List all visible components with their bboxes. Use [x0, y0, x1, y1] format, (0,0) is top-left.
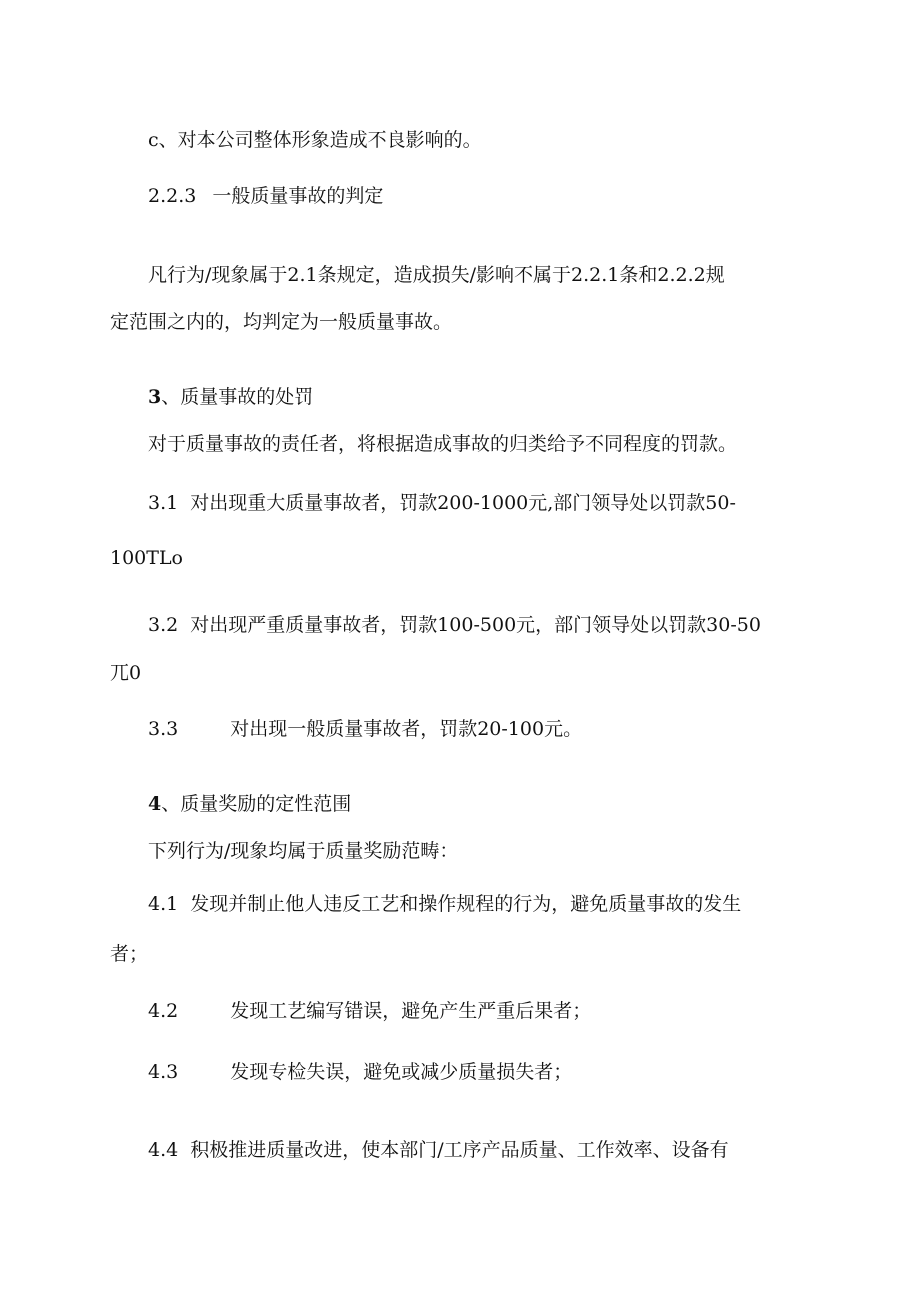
section-title: 、质量奖励的定性范围: [161, 793, 352, 815]
section-4-heading: [148, 792, 351, 816]
section-3-heading: [148, 385, 313, 409]
section-title: 、质量事故的处罚: [161, 386, 314, 408]
clause-number: 4.1: [148, 893, 179, 915]
clause-number: 3.2: [148, 614, 179, 636]
clause-4-1: [148, 892, 741, 916]
clause-c-line: c、对本公司整体形象造成不良影响的。: [148, 129, 482, 151]
heading-text: 一般质量事故的判定: [212, 185, 384, 207]
heading-2-2-3: [148, 184, 383, 208]
clause-number: 4.2: [148, 1000, 179, 1022]
clause-number: 4.3: [148, 1061, 179, 1083]
section-number: 4: [148, 793, 162, 815]
clause-number: 3.3: [148, 718, 179, 740]
clause-number: 3.1: [148, 492, 179, 514]
clause-3-2: [148, 613, 761, 637]
paragraph-line: 兀0: [110, 662, 142, 684]
paragraph-line: 100TLo: [110, 547, 183, 569]
paragraph-line: 凡行为/现象属于2.1条规定，造成损失/影响不属于2.2.1条和2.2.2规: [148, 264, 725, 286]
clause-text: 发现并制止他人违反工艺和操作规程的行为，避免质量事故的发生: [190, 893, 742, 915]
clause-3-3: [148, 717, 582, 741]
clause-text: 发现工艺编写错误，避免产生严重后果者；: [230, 1000, 592, 1022]
clause-text: 发现专检失误，避免或减少质量损失者；: [230, 1061, 573, 1083]
clause-3-1: [148, 491, 736, 515]
clause-text: 对出现一般质量事故者，罚款20-100元。: [230, 718, 583, 740]
paragraph-line: 对于质量事故的责任者，将根据造成事故的归类给予不同程度的罚款。: [148, 433, 738, 455]
clause-text: 对出现重大质量事故者，罚款200-1000元,部门领导处以罚款50-: [190, 492, 736, 514]
paragraph-line: 定范围之内的，均判定为一般质量事故。: [110, 311, 453, 333]
section-number: 3: [148, 386, 162, 408]
clause-4-2: [148, 999, 591, 1023]
paragraph-line: 者；: [110, 943, 149, 965]
clause-4-4: [148, 1138, 729, 1162]
clause-text: 积极推进质量改进，使本部门/工序产品质量、工作效率、设备有: [190, 1139, 729, 1161]
clause-number: 4.4: [148, 1139, 179, 1161]
heading-number: 2.2.3: [148, 185, 197, 207]
paragraph-line: 下列行为/现象均属于质量奖励范畴：: [148, 840, 459, 862]
clause-text: 对出现严重质量事故者，罚款100-500元，部门领导处以罚款30-50: [190, 614, 761, 636]
clause-4-3: [148, 1060, 572, 1084]
